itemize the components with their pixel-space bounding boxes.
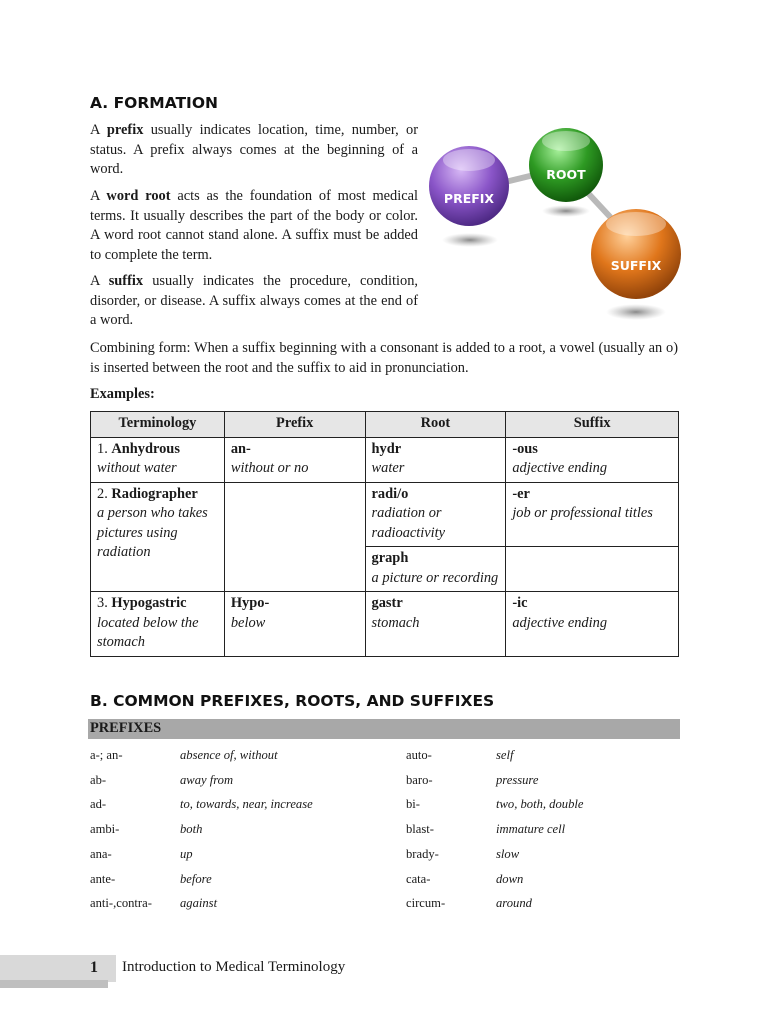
header-root: Root <box>365 412 506 438</box>
root-cell: hydr water <box>365 437 506 482</box>
table-row <box>91 482 679 547</box>
suffix-cell: -er job or professional titles <box>506 482 679 547</box>
terminology-cell: 3. Hypogastric located below the stomach <box>91 592 225 657</box>
table-header-row <box>91 412 679 438</box>
prefix-cell: Hypo- below <box>224 592 365 657</box>
suffix-highlight <box>606 212 666 236</box>
root-cell: radi/o radiation or radioactivity <box>365 482 506 547</box>
suffix-paragraph: A suffix usually indicates the procedure, condition, disorder, or disease. A suffix always comes at the end of a word. <box>90 273 418 328</box>
header-terminology: Terminology <box>91 412 225 438</box>
examples-label: Examples: <box>90 386 155 402</box>
suffix-cell: -ous adjective ending <box>506 437 679 482</box>
combining-form-paragraph: Combining form: When a suffix beginning with a consonant is added to a root, a vowel (usually an o) is inserted between the root and the suffix to aid in pronunciation. <box>90 340 678 376</box>
table-row <box>91 437 679 482</box>
root-cell: graph a picture or recording <box>365 547 506 592</box>
header-prefix: Prefix <box>224 412 365 438</box>
prefix-cell-empty <box>224 482 365 592</box>
suffix-label: SUFFIX <box>610 258 662 273</box>
root-shadow <box>542 205 590 217</box>
section-a-title: A. FORMATION <box>90 94 218 112</box>
footer-tab-underline <box>0 980 108 988</box>
footer-title: Introduction to Medical Terminology <box>122 959 346 975</box>
terminology-cell: 1. Anhydrous without water <box>91 437 225 482</box>
prefix-shadow <box>442 233 498 247</box>
page-number: 1 <box>90 959 98 976</box>
suffix-cell-empty <box>506 547 679 592</box>
root-label: ROOT <box>546 167 586 182</box>
header-suffix: Suffix <box>506 412 679 438</box>
table-row <box>91 592 679 657</box>
suffix-cell: -ic adjective ending <box>506 592 679 657</box>
molecule-diagram <box>425 120 690 330</box>
prefix-highlight <box>443 149 495 171</box>
prefix-paragraph: A prefix usually indicates location, time, number, or status. A prefix always comes at the beginning of a word. <box>90 122 418 177</box>
prefix-label: PREFIX <box>443 191 495 206</box>
prefixes-bar-label: PREFIXES <box>90 720 162 736</box>
prefix-cell: an- without or no <box>224 437 365 482</box>
prefixes-bar <box>88 719 680 739</box>
root-highlight <box>542 131 590 151</box>
word-root-paragraph: A word root acts as the foundation of most medical terms. It usually describes the part of the body or color. A word root cannot stand alone. A suffix must be added to complete the term. <box>90 188 419 263</box>
root-cell: gastr stomach <box>365 592 506 657</box>
terminology-cell: 2. Radiographer a person who takes pictures using radiation <box>91 482 225 592</box>
examples-table <box>90 411 679 657</box>
footer-tab <box>0 955 116 982</box>
section-b-title: B. COMMON PREFIXES, ROOTS, AND SUFFIXES <box>90 692 495 710</box>
suffix-shadow <box>606 304 666 320</box>
word-parts-diagram <box>425 120 690 330</box>
root-suffix-connector <box>587 192 613 220</box>
